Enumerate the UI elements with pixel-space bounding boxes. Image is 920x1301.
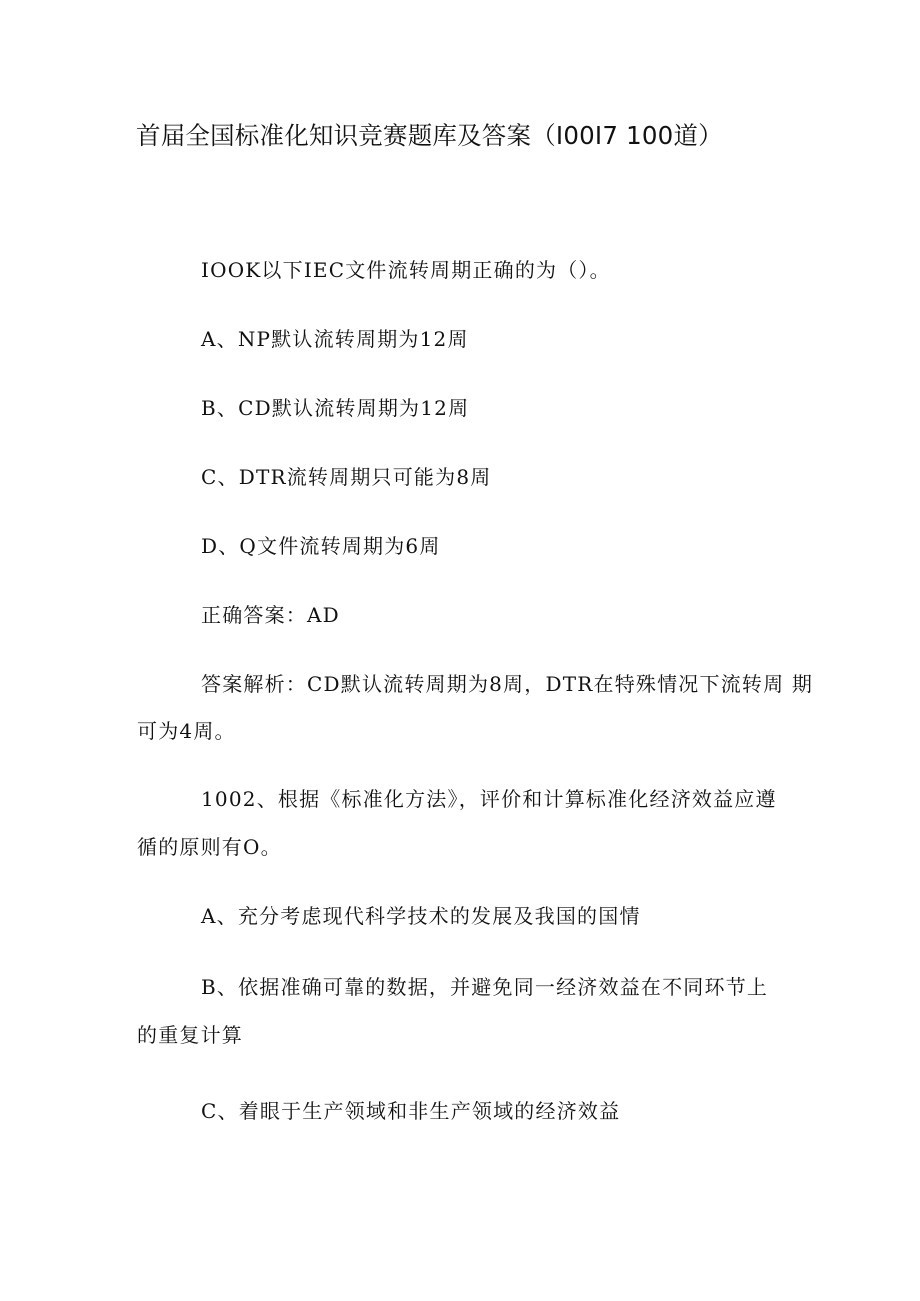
question-1-analysis-continued: 可为4周。: [137, 719, 236, 743]
question-1-option-d: D、Q文件流转周期为6周: [201, 534, 441, 558]
question-1-stem: IOOK以下IEC文件流转周期正确的为（）。: [201, 258, 611, 282]
question-1-option-c: C、DTR流转周期只可能为8周: [201, 465, 492, 489]
question-2-option-a: A、充分考虑现代科学技术的发展及我国的国情: [201, 904, 641, 928]
document-title: 首届全国标准化知识竞赛题库及答案（I00I7 100道）: [136, 121, 723, 150]
question-1-option-b: B、CD默认流转周期为12周: [201, 396, 470, 420]
question-2-stem-continued: 循的原则有O。: [137, 835, 282, 859]
question-2-stem: 1002、根据《标准化方法》，评价和计算标准化经济效益应遵: [201, 787, 777, 811]
question-2-option-b-continued: 的重复计算: [137, 1023, 243, 1047]
question-1-analysis: 答案解析：CD默认流转周期为8周，DTR在特殊情况下流转周 期: [201, 672, 814, 696]
question-1-option-a: A、NP默认流转周期为12周: [201, 327, 469, 351]
question-2-option-c: C、着眼于生产领域和非生产领域的经济效益: [201, 1099, 621, 1123]
question-2-option-b: B、依据准确可靠的数据，并避免同一经济效益在不同环节上: [201, 975, 769, 999]
question-1-answer: 正确答案：AD: [201, 603, 340, 627]
